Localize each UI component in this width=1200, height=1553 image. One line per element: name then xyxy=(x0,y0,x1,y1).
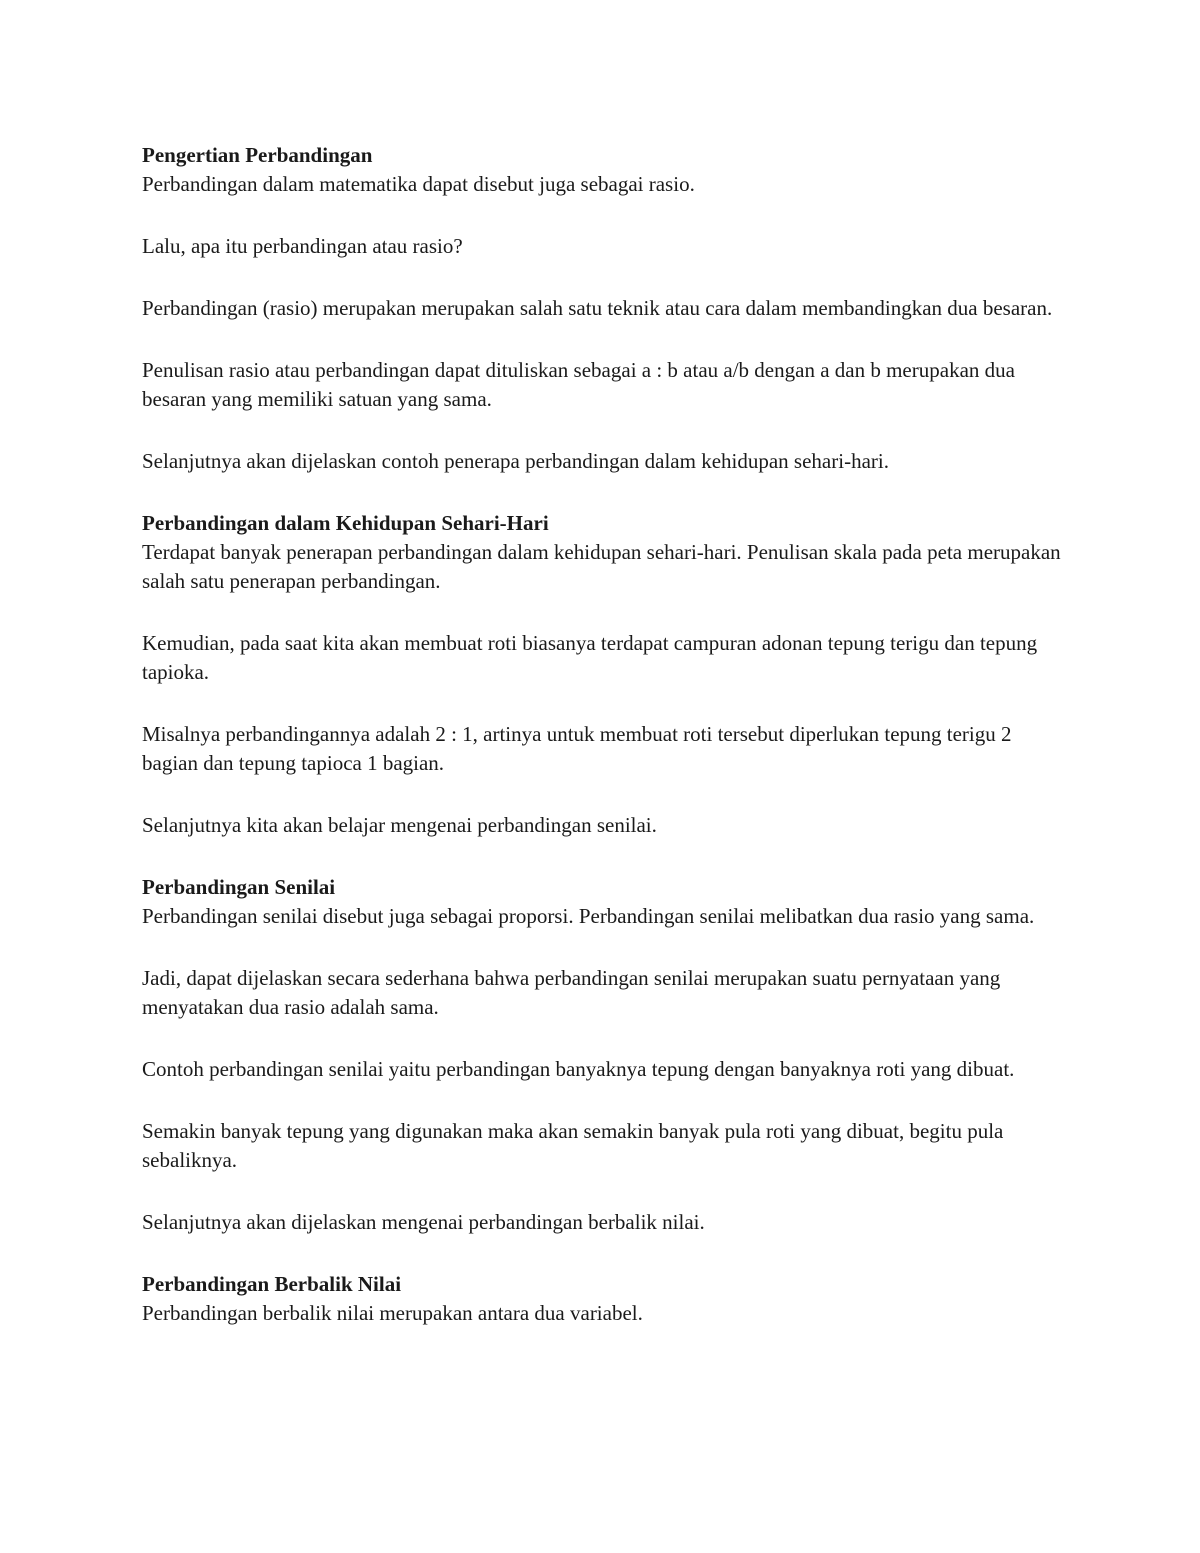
paragraph: Perbandingan berbalik nilai merupakan antara dua variabel. xyxy=(142,1301,643,1325)
section-perbandingan-senilai xyxy=(142,873,1062,1237)
section-perbandingan-berbalik-nilai xyxy=(142,1270,1062,1328)
section-heading: Pengertian Perbandingan xyxy=(142,143,373,167)
paragraph: Kemudian, pada saat kita akan membuat roti biasanya terdapat campuran adonan tepung terigu dan tepung tapioka. xyxy=(142,631,1038,684)
paragraph: Misalnya perbandingannya adalah 2 : 1, artinya untuk membuat roti tersebut diperlukan tepung terigu 2 bagian dan tepung tapioca 1 bagian. xyxy=(142,722,1012,775)
section-heading: Perbandingan Senilai xyxy=(142,875,336,899)
section-heading: Perbandingan dalam Kehidupan Sehari-Hari xyxy=(142,511,549,535)
paragraph: Perbandingan (rasio) merupakan merupakan salah satu teknik atau cara dalam membandingkan dua besaran. xyxy=(142,296,1053,320)
paragraph: Selanjutnya akan dijelaskan mengenai perbandingan berbalik nilai. xyxy=(142,1210,705,1234)
section-kehidupan-sehari-hari xyxy=(142,509,1062,840)
paragraph: Contoh perbandingan senilai yaitu perbandingan banyaknya tepung dengan banyaknya roti yang dibuat. xyxy=(142,1057,1015,1081)
paragraph: Lalu, apa itu perbandingan atau rasio? xyxy=(142,234,463,258)
paragraph: Perbandingan senilai disebut juga sebagai proporsi. Perbandingan senilai melibatkan dua rasio yang sama. xyxy=(142,904,1035,928)
paragraph: Jadi, dapat dijelaskan secara sederhana bahwa perbandingan senilai merupakan suatu pernyataan yang menyatakan dua rasio adalah sama. xyxy=(142,966,1001,1019)
section-heading: Perbandingan Berbalik Nilai xyxy=(142,1272,402,1296)
paragraph: Semakin banyak tepung yang digunakan maka akan semakin banyak pula roti yang dibuat, begitu pula sebaliknya. xyxy=(142,1119,1004,1172)
paragraph: Selanjutnya kita akan belajar mengenai perbandingan senilai. xyxy=(142,813,657,837)
paragraph: Penulisan rasio atau perbandingan dapat dituliskan sebagai a : b atau a/b dengan a dan b merupakan dua besaran yang memiliki satuan yang sama. xyxy=(142,358,1015,411)
paragraph: Selanjutnya akan dijelaskan contoh penerapa perbandingan dalam kehidupan sehari-hari. xyxy=(142,449,889,473)
paragraph: Terdapat banyak penerapan perbandingan dalam kehidupan sehari-hari. Penulisan skala pada peta merupakan salah satu penerapan perbandingan. xyxy=(142,540,1061,593)
paragraph: Perbandingan dalam matematika dapat disebut juga sebagai rasio. xyxy=(142,172,695,196)
section-pengertian-perbandingan xyxy=(142,141,1062,476)
document-body xyxy=(142,141,1062,1328)
